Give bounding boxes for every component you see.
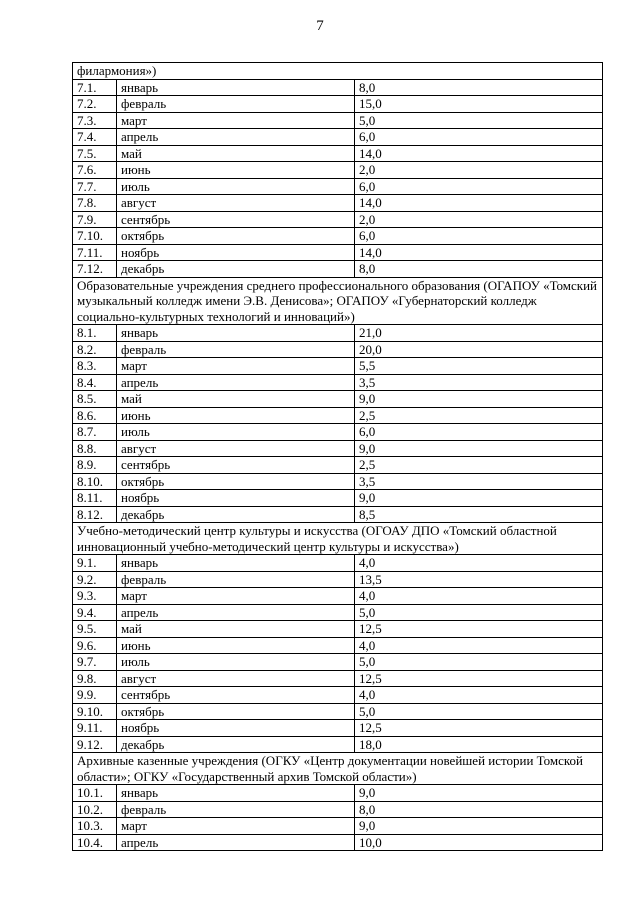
row-number: 8.4. [73,374,117,391]
table-row [73,129,603,146]
table-row [73,178,603,195]
month-cell: декабрь [117,261,355,278]
table-row [73,440,603,457]
value-cell: 18,0 [355,736,603,753]
row-number: 10.1. [73,785,117,802]
table-row [73,621,603,638]
table-row [73,391,603,408]
value-cell: 13,5 [355,571,603,588]
table-row [73,555,603,572]
row-number: 9.9. [73,687,117,704]
month-cell: июнь [117,162,355,179]
month-cell: апрель [117,834,355,851]
table-row [73,358,603,375]
row-number: 7.3. [73,112,117,129]
table-row [73,244,603,261]
value-cell: 20,0 [355,341,603,358]
value-cell: 12,5 [355,720,603,737]
month-cell: март [117,112,355,129]
value-cell: 6,0 [355,129,603,146]
table-row [73,654,603,671]
month-cell: май [117,621,355,638]
row-number: 7.11. [73,244,117,261]
value-cell: 4,0 [355,588,603,605]
section-header-row [73,523,603,555]
row-number: 8.6. [73,407,117,424]
month-cell: октябрь [117,703,355,720]
month-cell: июль [117,178,355,195]
row-number: 7.10. [73,228,117,245]
table-row [73,720,603,737]
row-number: 8.8. [73,440,117,457]
value-cell: 8,0 [355,801,603,818]
month-cell: сентябрь [117,457,355,474]
value-cell: 2,5 [355,407,603,424]
table-row [73,687,603,704]
month-cell: февраль [117,571,355,588]
month-cell: июль [117,654,355,671]
row-number: 9.8. [73,670,117,687]
month-cell: сентябрь [117,211,355,228]
value-cell: 12,5 [355,621,603,638]
month-cell: апрель [117,374,355,391]
data-table [72,62,603,851]
row-number: 7.6. [73,162,117,179]
section-header-text: филармония») [73,63,603,80]
table-body [73,63,603,851]
month-cell: январь [117,555,355,572]
row-number: 8.10. [73,473,117,490]
table-row [73,162,603,179]
table-row [73,407,603,424]
table-row [73,211,603,228]
row-number: 10.4. [73,834,117,851]
row-number: 9.7. [73,654,117,671]
table-row [73,79,603,96]
table-row [73,588,603,605]
month-cell: январь [117,785,355,802]
table-row [73,374,603,391]
row-number: 9.3. [73,588,117,605]
month-cell: январь [117,79,355,96]
value-cell: 5,0 [355,604,603,621]
row-number: 9.11. [73,720,117,737]
row-number: 8.7. [73,424,117,441]
row-number: 7.7. [73,178,117,195]
month-cell: июнь [117,637,355,654]
value-cell: 5,5 [355,358,603,375]
value-cell: 2,0 [355,162,603,179]
table-row [73,670,603,687]
table-row [73,490,603,507]
row-number: 10.3. [73,818,117,835]
month-cell: ноябрь [117,720,355,737]
value-cell: 8,0 [355,79,603,96]
row-number: 8.11. [73,490,117,507]
row-number: 9.4. [73,604,117,621]
table-row [73,703,603,720]
month-cell: апрель [117,129,355,146]
row-number: 7.2. [73,96,117,113]
table-row [73,736,603,753]
month-cell: февраль [117,96,355,113]
row-number: 9.6. [73,637,117,654]
month-cell: декабрь [117,506,355,523]
value-cell: 8,5 [355,506,603,523]
row-number: 7.9. [73,211,117,228]
page-number: 7 [316,18,324,34]
row-number: 9.12. [73,736,117,753]
value-cell: 3,5 [355,374,603,391]
value-cell: 14,0 [355,195,603,212]
month-cell: июнь [117,407,355,424]
row-number: 9.1. [73,555,117,572]
month-cell: февраль [117,341,355,358]
value-cell: 5,0 [355,703,603,720]
row-number: 9.5. [73,621,117,638]
row-number: 7.5. [73,145,117,162]
table-row [73,325,603,342]
month-cell: декабрь [117,736,355,753]
table-row [73,341,603,358]
row-number: 8.12. [73,506,117,523]
value-cell: 2,0 [355,211,603,228]
month-cell: март [117,588,355,605]
value-cell: 5,0 [355,654,603,671]
month-cell: март [117,358,355,375]
value-cell: 4,0 [355,637,603,654]
value-cell: 5,0 [355,112,603,129]
month-cell: ноябрь [117,244,355,261]
row-number: 8.3. [73,358,117,375]
month-cell: май [117,145,355,162]
value-cell: 2,5 [355,457,603,474]
value-cell: 3,5 [355,473,603,490]
row-number: 8.9. [73,457,117,474]
table-row [73,785,603,802]
month-cell: октябрь [117,473,355,490]
value-cell: 4,0 [355,555,603,572]
table-row [73,195,603,212]
section-header-text: Учебно-методический центр культуры и искусства (ОГОАУ ДПО «Томский областной инновационный учебно-методический центр культуры и искусства») [73,523,603,555]
value-cell: 14,0 [355,145,603,162]
value-cell: 6,0 [355,178,603,195]
value-cell: 6,0 [355,228,603,245]
value-cell: 12,5 [355,670,603,687]
section-header-text: Архивные казенные учреждения (ОГКУ «Центр документации новейшей истории Томской области»; ОГКУ «Государственный архив Томской области») [73,753,603,785]
month-cell: март [117,818,355,835]
month-cell: август [117,195,355,212]
value-cell: 9,0 [355,391,603,408]
table-row [73,473,603,490]
row-number: 8.5. [73,391,117,408]
row-number: 9.10. [73,703,117,720]
month-cell: ноябрь [117,490,355,507]
row-number: 7.1. [73,79,117,96]
month-cell: январь [117,325,355,342]
month-cell: август [117,440,355,457]
row-number: 8.1. [73,325,117,342]
table-row [73,96,603,113]
value-cell: 9,0 [355,785,603,802]
row-number: 7.8. [73,195,117,212]
row-number: 7.4. [73,129,117,146]
table-row [73,571,603,588]
table-row [73,637,603,654]
value-cell: 6,0 [355,424,603,441]
value-cell: 14,0 [355,244,603,261]
row-number: 7.12. [73,261,117,278]
value-cell: 15,0 [355,96,603,113]
value-cell: 8,0 [355,261,603,278]
value-cell: 9,0 [355,490,603,507]
month-cell: июль [117,424,355,441]
month-cell: август [117,670,355,687]
table-row [73,506,603,523]
table-row [73,457,603,474]
row-number: 10.2. [73,801,117,818]
month-cell: сентябрь [117,687,355,704]
month-cell: февраль [117,801,355,818]
value-cell: 9,0 [355,818,603,835]
table-row [73,145,603,162]
section-header-row [73,277,603,325]
row-number: 8.2. [73,341,117,358]
section-header-row [73,63,603,80]
section-header-text: Образовательные учреждения среднего профессионального образования (ОГАПОУ «Томский музыкальный колледж имени Э.В. Денисова»; ОГАПОУ «Губернаторский колледж социально-культурных технологий и инноваций») [73,277,603,325]
month-cell: май [117,391,355,408]
table-row [73,261,603,278]
row-number: 9.2. [73,571,117,588]
table-row [73,801,603,818]
value-cell: 9,0 [355,440,603,457]
table-row [73,834,603,851]
value-cell: 4,0 [355,687,603,704]
table-row [73,818,603,835]
month-cell: октябрь [117,228,355,245]
table-row [73,112,603,129]
month-cell: апрель [117,604,355,621]
table-row [73,424,603,441]
section-header-row [73,753,603,785]
table-row [73,228,603,245]
value-cell: 10,0 [355,834,603,851]
table-row [73,604,603,621]
value-cell: 21,0 [355,325,603,342]
